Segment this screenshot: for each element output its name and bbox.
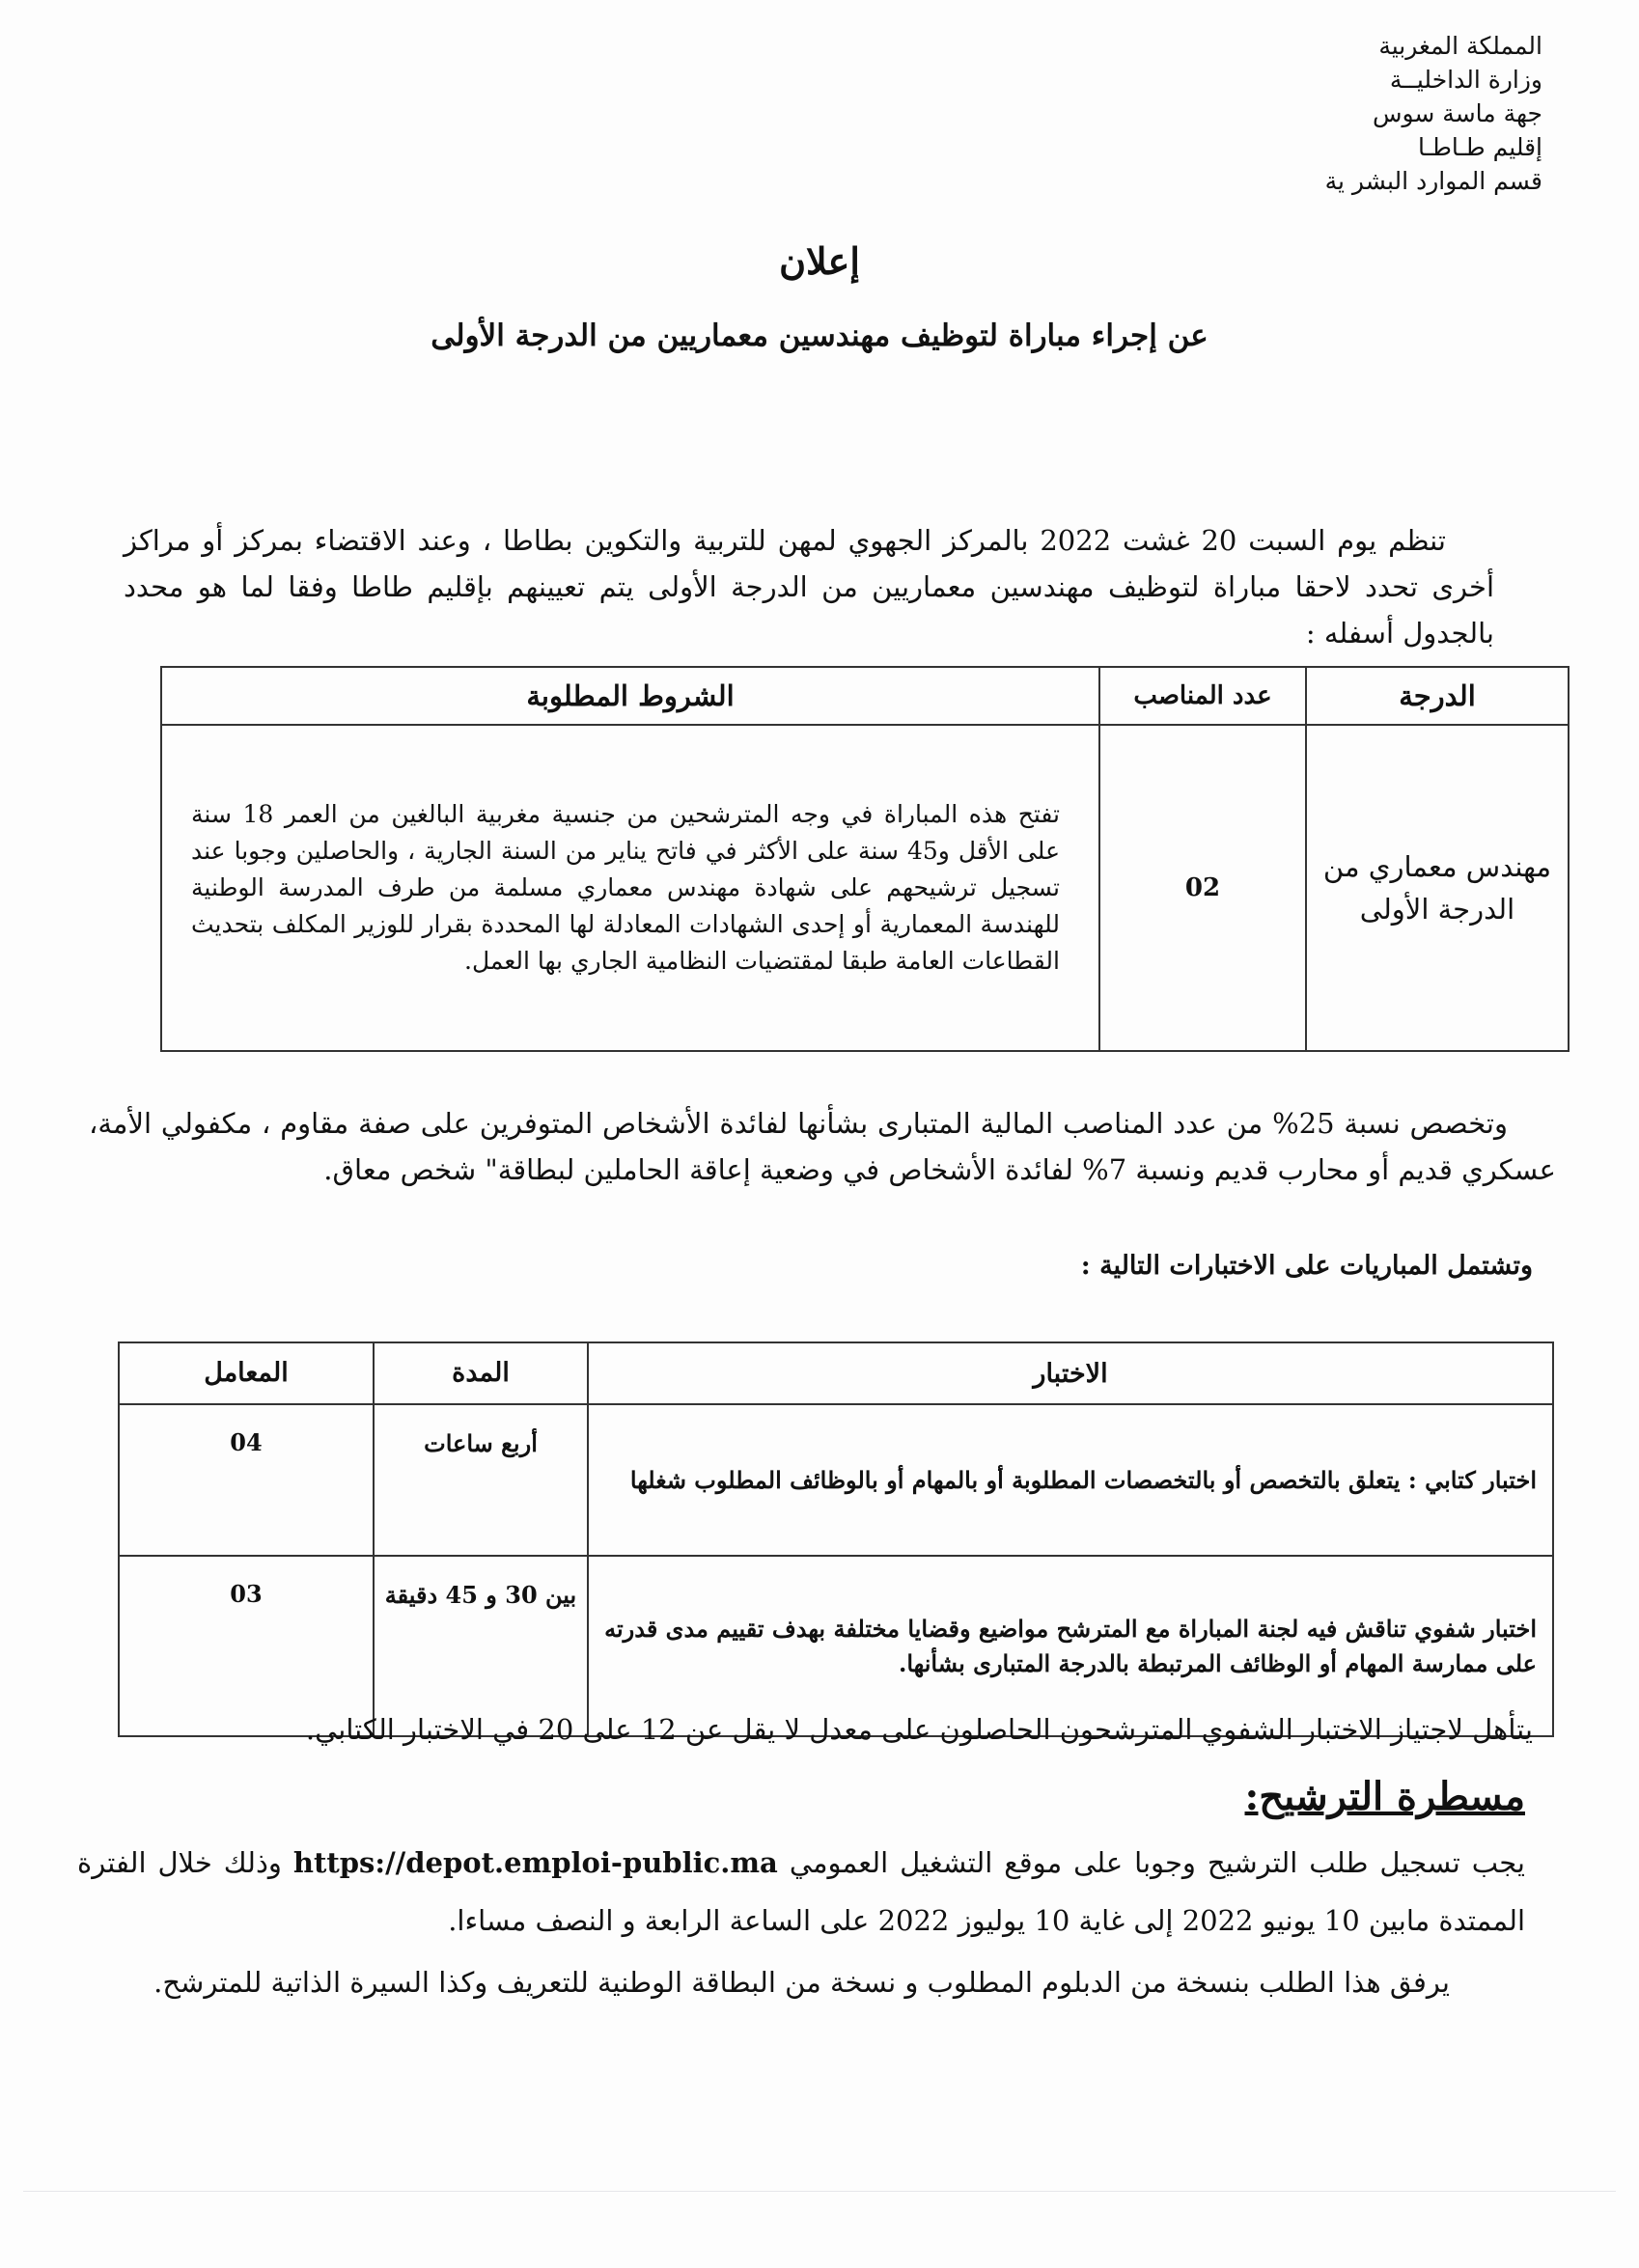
tests-intro: وتشتمل المباريات على الاختبارات التالية : [1080, 1251, 1533, 1281]
letterhead-kingdom: المملكة المغربية [1378, 32, 1542, 60]
header-duration: المدة [374, 1342, 588, 1404]
header-test: الاختبار [588, 1342, 1553, 1404]
table-row [119, 1404, 1553, 1556]
intro-paragraph: تنظم يوم السبت 20 غشت 2022 بالمركز الجهوي لمهن للتربية والتكوين بطاطا ، وعند الاقتضاء بمركز أو مراكز أخرى تحدد لاحقا مباراة لتوظيف مهندسين معماريين من الدرجة الأولى يتم تعيينهم بإقليم طاطا وفقا لما هو محدد بالجدول أسفله : [124, 524, 1494, 650]
page-bottom-divider [23, 2191, 1616, 2192]
positions-table-header [161, 667, 1569, 725]
header-posts: عدد المناصب [1099, 667, 1306, 725]
table-row [161, 725, 1569, 1051]
tests-table [118, 1341, 1554, 1737]
cell-duration-written: أربع ساعات [374, 1404, 588, 1556]
cell-coefficient-oral: 03 [119, 1556, 374, 1736]
announcement-subtitle: عن إجراء مباراة لتوظيف مهندسين معماريين من الدرجة الأولى [431, 318, 1208, 353]
letterhead-region: جهة ماسة سوس [1372, 99, 1542, 127]
tests-table-header [119, 1342, 1553, 1404]
qualification-paragraph: يتأهل لاجتياز الاختبار الشفوي المترشحون الحاصلون على معدل لا يقل عن 12 على 20 في الاختبار الكتابي. [305, 1713, 1533, 1746]
cell-test-oral: اختبار شفوي تناقش فيه لجنة المباراة مع المترشح مواضيع وقضايا مختلفة بهدف تقييم مدى قدرته على ممارسة المهام أو الوظائف المرتبطة بالدرجة المتبارى بشأنها. [588, 1556, 1553, 1736]
procedure-text-before: يجب تسجيل طلب الترشيح وجوبا على موقع التشغيل العمومي [789, 1846, 1525, 1879]
procedure-title: مسطرة الترشيح: [1244, 1774, 1525, 1819]
cell-posts: 02 [1099, 725, 1306, 1051]
procedure-paragraph [77, 1834, 1525, 1950]
employment-portal-link[interactable]: https://depot.emploi-public.ma [292, 1846, 778, 1879]
header-coefficient: المعامل [119, 1342, 374, 1404]
quota-paragraph: وتخصص نسبة 25% من عدد المناصب المالية المتبارى بشأنها لفائدة الأشخاص المتوفرين على صفة مقاوم ، مكفولي الأمة، عسكري قديم أو محارب قديم ونسبة 7% لفائدة الأشخاص في وضعية إعاقة الحاملين لبطاقة" شخص معاق. [89, 1107, 1556, 1186]
header-conditions: الشروط المطلوبة [161, 667, 1099, 725]
letterhead-division: قسم الموارد البشر ية [1324, 167, 1542, 195]
letterhead [1253, 29, 1542, 198]
letterhead-ministry: وزارة الداخليــة [1389, 66, 1542, 94]
letterhead-province: إقليم طـاطـا [1418, 133, 1542, 161]
cell-conditions: تفتح هذه المباراة في وجه المترشحين من جنسية مغربية البالغين من العمر 18 سنة على الأقل و45 سنة على الأكثر في فاتح يناير من السنة الجارية ، والحاصلين وجوبا عند تسجيل ترشيحهم على شهادة مهندس معماري مسلمة من طرف المدرسة الوطنية للهندسة المعمارية أو إحدى الشهادات المعادلة لها المحددة بقرار للوزير المكلف بتحديث القطاعات العامة طبقا لمقتضيات النظامية الجاري بها العمل. [161, 725, 1099, 1051]
attachments-paragraph: يرفق هذا الطلب بنسخة من الدبلوم المطلوب و نسخة من البطاقة الوطنية للتعريف وكذا السيرة الذاتية للمترشح. [153, 1966, 1450, 1999]
announcement-title: إعلان [779, 239, 860, 283]
procedure-text-after: وذلك خلال الفترة الممتدة مابين 10 يونيو 2022 إلى غاية 10 يوليوز 2022 على الساعة الرابعة و النصف مساءا. [77, 1846, 1525, 1937]
cell-coefficient-written: 04 [119, 1404, 374, 1556]
positions-table [160, 666, 1570, 1052]
cell-duration-oral: بين 30 و 45 دقيقة [374, 1556, 588, 1736]
cell-test-written: اختبار كتابي : يتعلق بالتخصص أو بالتخصصات المطلوبة أو بالمهام أو بالوظائف المطلوب شغلها [588, 1404, 1553, 1556]
cell-grade: مهندس معماري من الدرجة الأولى [1306, 725, 1569, 1051]
header-grade: الدرجة [1306, 667, 1569, 725]
